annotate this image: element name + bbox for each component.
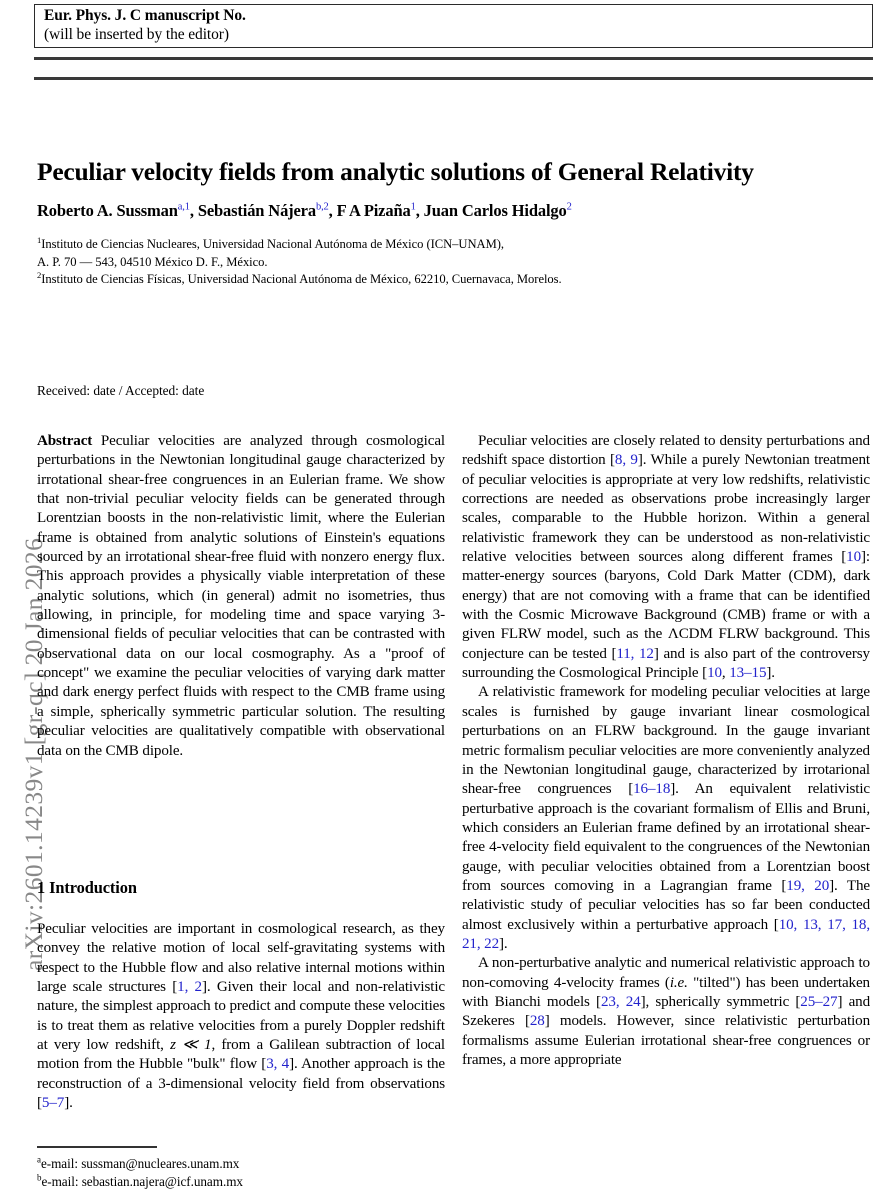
journal-editor-note: (will be inserted by the editor): [44, 26, 229, 43]
author-affil-marker-4[interactable]: 2: [566, 201, 572, 213]
citation-28[interactable]: 28: [529, 1013, 545, 1030]
citation-8-9[interactable]: 8, 9: [614, 452, 638, 469]
arxiv-stamp-text: arXiv:2601.14239v1 [gr-qc] 20 Jan 2026: [19, 537, 48, 971]
r1-text-5: ,: [721, 665, 730, 682]
citation-5-7[interactable]: 5–7: [41, 1095, 65, 1112]
intro-text-1: Peculiar velocities are important in cosmological research, as they convey the relative motion of local self-gravitating systems with respect to the Hubble flow and also relative internal motions within large scale structures [: [37, 921, 445, 996]
footnote-divider: [37, 1146, 157, 1148]
footnote-email-a[interactable]: e-mail: sussman@nucleares.unam.mx: [40, 1155, 240, 1171]
citation-10-13-17-18-21-22[interactable]: 10, 13, 17, 18, 21, 22: [462, 916, 870, 952]
footnote-item: [37, 1173, 445, 1192]
author-name-1: Roberto A. Sussman: [37, 201, 178, 220]
intro-text-5: ].: [64, 1095, 73, 1112]
page-title: Peculiar velocity fields from analytic solutions of General Relativity: [37, 157, 754, 187]
r3-text-2: "tilted") has been undertaken with Bianchi models [: [462, 974, 870, 1010]
affiliation-block: [37, 236, 873, 289]
r3-text-4: ] and Szekeres [: [462, 993, 871, 1030]
r2-text-4: ].: [499, 935, 508, 952]
footnote-marker-b: b: [37, 1172, 42, 1183]
right-paragraph-2: [462, 683, 870, 954]
citation-1-2[interactable]: 1, 2: [177, 979, 202, 996]
journal-header-box: [34, 4, 873, 48]
affiliation-1-text: Instituto de Ciencias Nucleares, Universidad Nacional Autónoma de México (ICN–UNAM),: [41, 237, 504, 251]
r1-text-4: ] and is also part of the controversy surrounding the Cosmological Principle [: [462, 645, 870, 682]
journal-name: Eur. Phys. J. C manuscript No.: [44, 7, 246, 24]
inline-math-redshift: z ≪ 1: [170, 1037, 212, 1054]
author-name-4: , Juan Carlos Hidalgo: [415, 201, 567, 220]
intro-text-2: ]. Given their local and non-relativistic nature, the simplest approach to predict and compute these velocities is to treat them as relative velocities from a purely Doppler redshift at very low redshift,: [37, 979, 445, 1054]
r1-text-1: Peculiar velocities are closely related to density perturbations and redshift space distortion [: [462, 433, 870, 469]
r2-text-2: ]. An equivalent relativistic perturbative approach is the covariant formalism of Ellis and Bruni, which considers an Eulerian frame defined by an irrotational shear-free 4-velocity field equivalent to the congruences of the Newtonian gauge, with peculiar velocities obtained from a Lorentzian boost from sources comoving in a Lagrangian frame [: [462, 781, 871, 894]
left-column: [37, 432, 445, 761]
footnote-block: [37, 1146, 445, 1192]
author-affil-marker-2[interactable]: b,2: [315, 201, 329, 213]
footnote-marker-a: a: [37, 1154, 41, 1165]
r1-text-2: ]. While a purely Newtonian treatment of peculiar velocities is appropriate at very low redshifts, relativistic corrections are needed as observations probe increasingly larger scales, comparable to the Hubble horizon. Within a general relativistic framework they can be understood as non-relativistic relative velocities between sources along different frames [: [462, 452, 870, 566]
citation-3-4[interactable]: 3, 4: [266, 1056, 290, 1073]
r3-text-1: A non-perturbative analytic and numerical relativistic approach to non-comoving 4-velocity frames (: [462, 955, 870, 991]
right-column: [462, 432, 870, 1070]
header-rule-top: [34, 57, 873, 60]
citation-25-27[interactable]: 25–27: [800, 993, 838, 1010]
section-heading-introduction: 1 Introduction: [37, 878, 137, 897]
r1-text-3: ]: matter-energy sources (baryons, Cold Dark Matter (CDM), dark energy) that are not comoving with a frame that can be identified with the Cosmic Microwave Background (CMB) frame or with a given FLRW model, such as the ΛCDM FLRW background. This conjecture can be tested [: [462, 549, 870, 662]
paper-page: [34, 0, 875, 1200]
citation-13-15[interactable]: 13–15: [729, 665, 767, 682]
affiliation-1-marker: 1: [37, 234, 42, 245]
introduction-paragraph: [37, 920, 445, 1113]
r1-text-6: ].: [766, 665, 775, 682]
abstract-paragraph: [37, 432, 445, 761]
citation-11-12[interactable]: 11, 12: [616, 645, 654, 662]
author-name-2: , Sebastián Nájera: [189, 201, 316, 220]
footnote-item: [37, 1155, 445, 1174]
intro-text-3: , from a Galilean subtraction of local motion from the Hubble "bulk" flow [: [37, 1037, 445, 1073]
affiliation-2-line-1: [37, 271, 873, 289]
citation-16-18[interactable]: 16–18: [633, 781, 671, 798]
author-affil-marker-1[interactable]: a,1: [177, 201, 190, 213]
author-name-3: , F A Pizaña: [328, 201, 411, 220]
r2-text-1: A relativistic framework for modeling peculiar velocities at large scales is furnished by gauge invariant linear cosmological perturbations on an FLRW background. In the gauge invariant metric formalism peculiar velocities are more conveniently analyzed in the Newtonian longitudinal gauge, characterized by irrotarional shear-free congruences [: [462, 684, 870, 798]
header-rule-second: [34, 77, 873, 80]
citation-10-b[interactable]: 10: [707, 665, 722, 682]
author-affil-marker-3[interactable]: 1: [410, 201, 416, 213]
abstract-label: Abstract: [37, 433, 93, 449]
r3-text-5: ] models. However, since relativistic perturbation formalisms assume Eulerian irrotational shear-free congruences or frames, a more appropriate: [462, 1013, 870, 1068]
intro-text-4: ]. Another approach is the reconstruction of a 3-dimensional velocity field from observations [: [37, 1056, 445, 1112]
r3-text-3: ], spherically symmetric [: [640, 993, 801, 1010]
italic-ie: i.e.: [669, 974, 688, 991]
affiliation-2-marker: 2: [37, 270, 42, 280]
introduction-body: [37, 920, 445, 1113]
footnote-email-b[interactable]: e-mail: sebastian.najera@icf.unam.mx: [41, 1174, 243, 1189]
citation-19-20[interactable]: 19, 20: [786, 877, 830, 894]
abstract-text: Peculiar velocities are analyzed through cosmological perturbations in the Newtonian longitudinal gauge characterized by irrotational shear-free congruences in an Eulerian frame. We show that non-trivial peculiar velocity fields can be generated through Lorentzian boosts in the non-relativistic limit, where the Eulerian frame is obtained from analytic solutions of Einstein's equations sourced by an irrotational shear-free fluid with nonzero energy flux. This approach provides a physically viable interpretation of these analytic solutions, which (in general) admit no isometries, thus allowing, in principle, for modeling time and space varying 3-dimensional fields of peculiar velocities that can be contrasted with observational data on our local cosmography. As a "proof of concept" we examine the peculiar velocities of varying dark matter and dark energy perfect fluids with respect to the CMB frame using a simple, spherically symmetric particular solution. The resulting peculiar velocities are qualitatively compatible with observational data on the CMB dipole.: [37, 433, 445, 759]
affiliation-1-line-2: A. P. 70 — 543, 04510 México D. F., México.: [37, 254, 268, 269]
r2-text-3: ]. The relativistic study of peculiar velocities has so far been conducted almost exclusively within a perturbative approach [: [462, 877, 871, 933]
received-accepted-line: Received: date / Accepted: date: [37, 383, 205, 398]
affiliation-2-text: Instituto de Ciencias Físicas, Universidad Nacional Autónoma de México, 62210, Cuernavaca, Morelos.: [41, 272, 562, 287]
author-list: [37, 201, 873, 221]
affiliation-1-line-1: [37, 236, 873, 254]
right-paragraph-3: [462, 954, 870, 1070]
right-paragraph-1: [462, 432, 870, 683]
citation-10[interactable]: 10: [846, 549, 862, 566]
citation-23-24[interactable]: 23, 24: [600, 993, 641, 1010]
